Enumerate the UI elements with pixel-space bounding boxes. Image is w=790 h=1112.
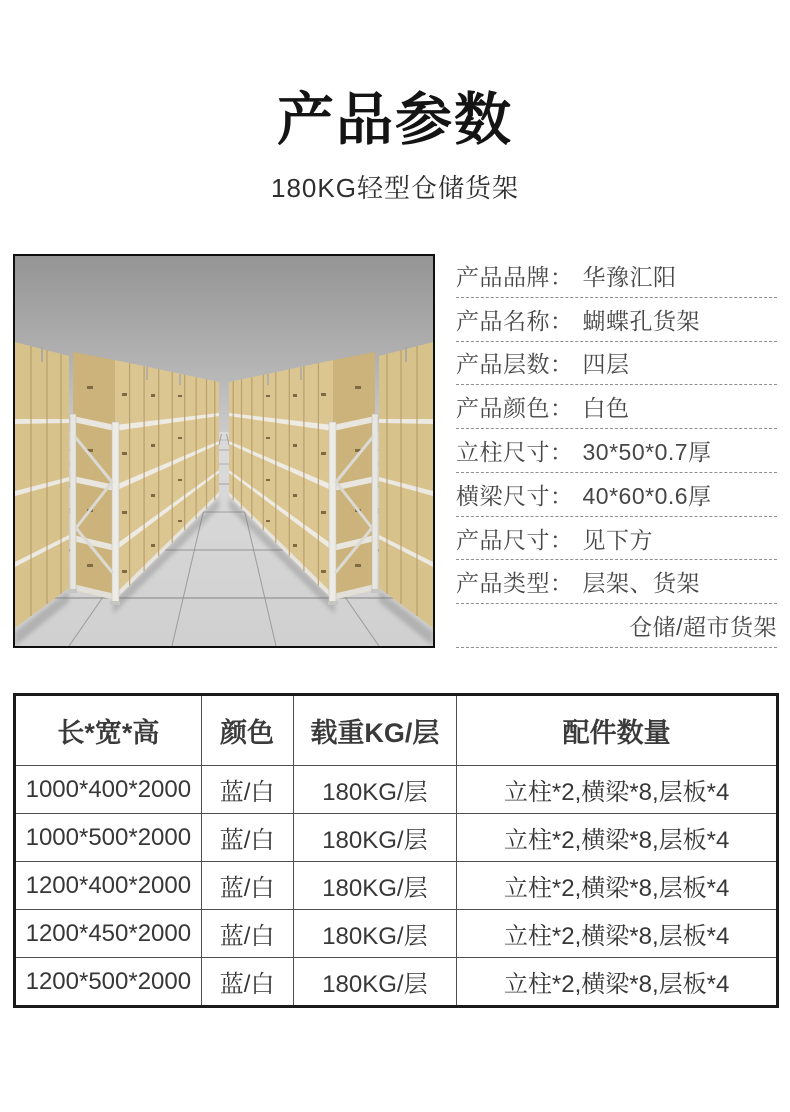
cell-dimensions: 1200*450*2000 (15, 910, 202, 958)
spec-row-color (456, 385, 777, 429)
cell-load: 180KG/层 (293, 910, 457, 958)
spec-value: 30*50*0.7厚 (582, 439, 712, 466)
header-dimensions: 长*宽*高 (15, 695, 202, 766)
spec-row-post-size (456, 429, 777, 473)
page-subtitle: 180KG轻型仓储货架 (271, 173, 519, 203)
product-parameters-page (0, 88, 790, 1112)
table-row (15, 862, 778, 910)
main-content (13, 254, 777, 648)
cell-dimensions: 1000*500*2000 (15, 814, 202, 862)
spec-value: 四层 (582, 351, 630, 378)
cell-color: 蓝/白 (201, 910, 293, 958)
table-row (15, 814, 778, 862)
cell-load: 180KG/层 (293, 958, 457, 1007)
spec-value: 华豫汇阳 (582, 263, 677, 290)
cell-load: 180KG/层 (293, 814, 457, 862)
cell-dimensions: 1200*400*2000 (15, 862, 202, 910)
header-load: 载重KG/层 (293, 695, 457, 766)
header-color: 颜色 (201, 695, 293, 766)
table-row (15, 958, 778, 1007)
spec-row-type-extra (456, 604, 777, 648)
spec-row-beam-size (456, 473, 777, 517)
spec-row-brand (456, 254, 777, 298)
table-row (15, 910, 778, 958)
header-parts: 配件数量 (457, 695, 778, 766)
spec-label: 产品名称： (456, 307, 574, 334)
spec-label: 产品尺寸： (456, 526, 574, 553)
cell-color: 蓝/白 (201, 862, 293, 910)
spec-label: 横梁尺寸： (456, 482, 574, 509)
spec-value: 白色 (582, 395, 630, 422)
spec-row-product-size (456, 517, 777, 561)
page-title: 产品参数 (277, 88, 513, 152)
product-photo (13, 254, 435, 648)
table-row (15, 766, 778, 814)
cell-load: 180KG/层 (293, 862, 457, 910)
cell-dimensions: 1000*400*2000 (15, 766, 202, 814)
spec-label: 产品颜色： (456, 395, 574, 422)
cell-dimensions: 1200*500*2000 (15, 958, 202, 1007)
warehouse-scene (15, 256, 433, 646)
cell-color: 蓝/白 (201, 958, 293, 1007)
table-header-row (15, 695, 778, 766)
cell-load: 180KG/层 (293, 766, 457, 814)
spec-label: 产品层数： (456, 351, 574, 378)
spec-label: 产品类型： (456, 570, 574, 597)
cell-parts: 立柱*2,横梁*8,层板*4 (457, 814, 778, 862)
spec-label: 立柱尺寸： (456, 439, 574, 466)
spec-value: 蝴蝶孔货架 (582, 307, 700, 334)
spec-label: 产品品牌： (456, 263, 574, 290)
cell-parts: 立柱*2,横梁*8,层板*4 (457, 910, 778, 958)
spec-value: 见下方 (582, 526, 653, 553)
spec-row-name (456, 298, 777, 342)
cell-color: 蓝/白 (201, 766, 293, 814)
cell-parts: 立柱*2,横梁*8,层板*4 (457, 958, 778, 1007)
spec-row-type (456, 560, 777, 604)
size-table (13, 693, 779, 1008)
cell-parts: 立柱*2,横梁*8,层板*4 (457, 766, 778, 814)
spec-value: 仓储/超市货架 (629, 614, 777, 641)
spec-list (456, 254, 777, 648)
cell-parts: 立柱*2,横梁*8,层板*4 (457, 862, 778, 910)
spec-value: 层架、货架 (582, 570, 700, 597)
spec-row-layers (456, 342, 777, 386)
spec-value: 40*60*0.6厚 (582, 482, 712, 509)
cell-color: 蓝/白 (201, 814, 293, 862)
